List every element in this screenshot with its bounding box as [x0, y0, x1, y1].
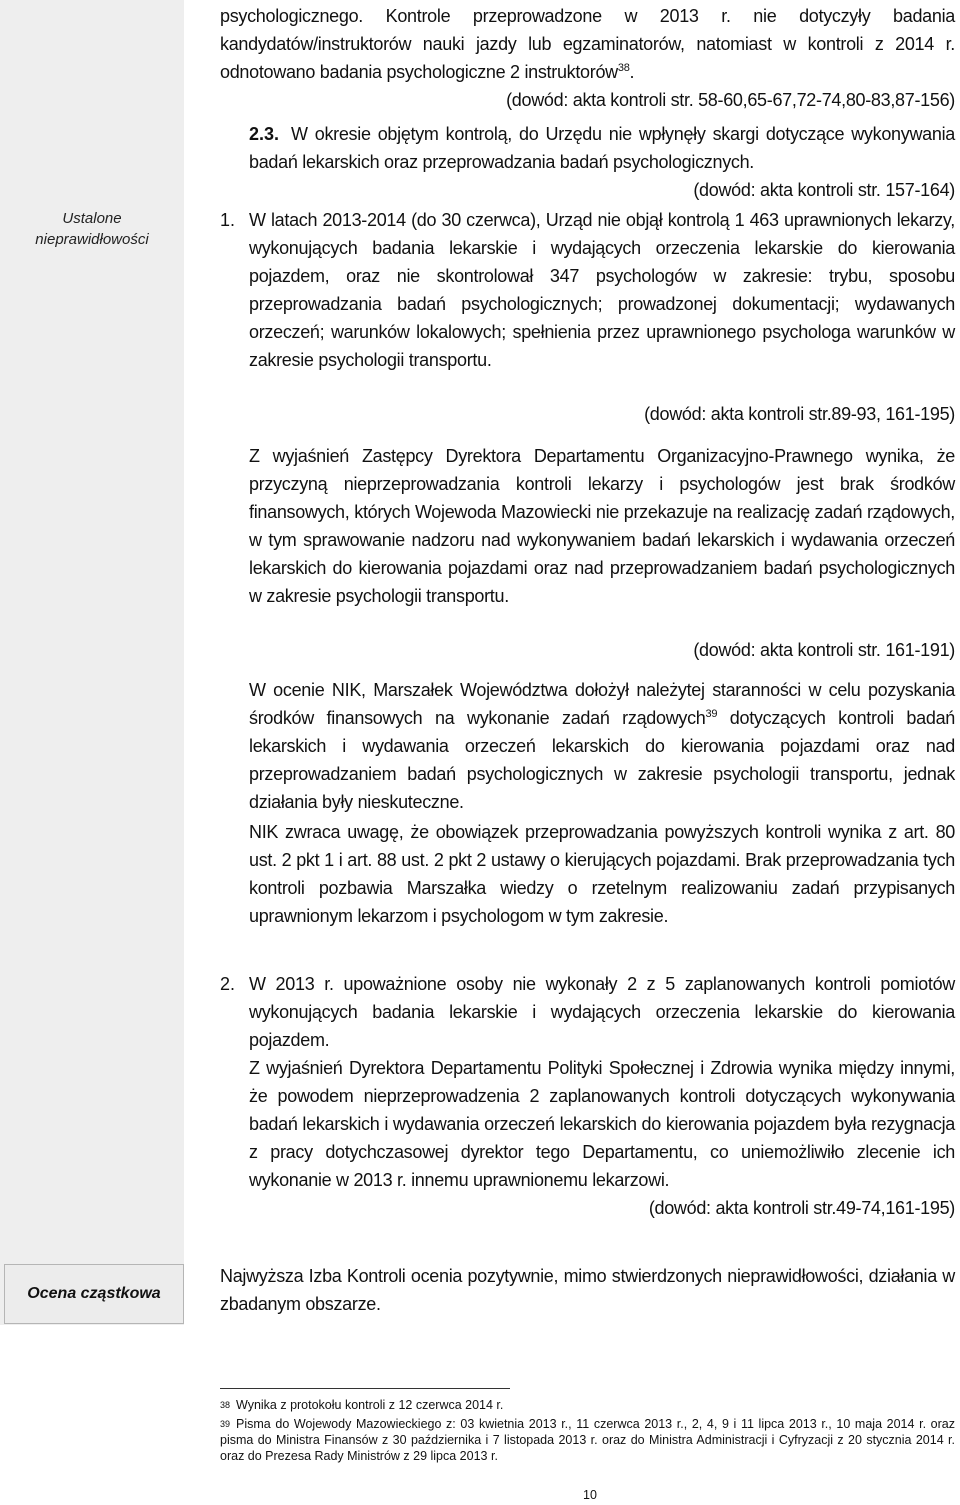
- section-2-3-text: W okresie objętym kontrolą, do Urzędu nie wpłynęły skargi dotyczące wykonywania badań lekarskich oraz przeprowadzania badań psychologicznych.: [249, 124, 955, 172]
- footnote-text: Wynika z protokołu kontroli z 12 czerwca 2014 r.: [236, 1398, 504, 1412]
- footnote-number: 39: [220, 1419, 231, 1429]
- paragraph-top-end: .: [629, 62, 635, 82]
- paragraph-top: [220, 2, 955, 86]
- partial-assessment-text: Najwyższa Izba Kontroli ocenia pozytywnie, mimo stwierdzonych nieprawidłowości, działania w zbadanym obszarze.: [220, 1266, 955, 1314]
- evidence-ref-4: (dowód: akta kontroli str. 161-191): [693, 640, 955, 660]
- findings-label-line1: Ustalone: [62, 210, 122, 227]
- nik-assessment-paragraph: [249, 676, 955, 816]
- item-2-number: 2.: [220, 974, 236, 994]
- item-1-number: 1.: [220, 210, 236, 230]
- nik-assessment-text-end: dotyczących kontroli badań lekarskich i wydawania orzeczeń lekarskich do kierowania pojazdami oraz nad przeprowadzaniem badań psychologicznych w zakresie psychologii transportu, jednak działania były nieskuteczne.: [249, 708, 955, 812]
- footnote-separator: [220, 1388, 510, 1389]
- footnote-ref-39: 39: [705, 708, 718, 720]
- explanation-paragraph-1: Z wyjaśnień Zastępcy Dyrektora Departamentu Organizacyjno-Prawnego wynika, że przyczyną nieprzeprowadzania kontroli lekarzy i psychologów jest brak środków finansowych, których Wojewoda Mazowiecki nie przekazuje na realizację zadań rządowych, w tym sprawowanie nadzoru nad wykonywaniem badań lekarskich i wydawania orzeczeń lekarskich do kierowania pojazdami oraz nad przeprowadzaniem badań psychologicznych w zakresie psychologii transportu.: [249, 446, 955, 606]
- item-1-text: W latach 2013-2014 (do 30 czerwca), Urząd nie objął kontrolą 1 463 uprawnionych lekarzy, wykonujących badania lekarskie i wydających orzeczenia lekarskie do kierowania pojazdem, oraz nie skontrolował 347 psychologów w zakresie: trybu, sposobu przeprowadzania badań psychologicznych; prowadzonej dokumentacji; wydawanych orzeczeń; warunków lokalowych; spełnienia przez uprawnionego psychologa warunków w zakresie psychologii transportu.: [249, 210, 955, 370]
- footnote-text: Pisma do Wojewody Mazowieckiego z: 03 kwietnia 2013 r., 11 czerwca 2013 r., 2, 4, 9 i 11 lipca 2013 r., 10 maja 2014 r. oraz pisma do Ministra Finansów z 30 października i 7 listopada 2013 r. oraz do Ministra Administracji i Cyfryzacji z 20 stycznia 2014 r. oraz do Prezesa Rady Ministrów z 29 lipca 2013 r.: [220, 1417, 955, 1463]
- evidence-ref-1: (dowód: akta kontroli str. 58-60,65-67,72-74,80-83,87-156): [506, 90, 955, 110]
- sidebar-margin: [0, 0, 184, 1325]
- footnote-number: 38: [220, 1400, 231, 1410]
- page-number-text: 10: [583, 1488, 597, 1502]
- footnote-39: [220, 1416, 955, 1464]
- footnote-ref-38: 38: [617, 62, 630, 74]
- paragraph-top-text: psychologicznego. Kontrole przeprowadzone w 2013 r. nie dotyczyły badania kandydatów/instruktorów nauki jazdy lub egzaminatorów, natomiast w kontroli z 2014 r. odnotowano badania psychologiczne 2 instruktorów: [220, 6, 955, 82]
- item-2-text: W 2013 r. upoważnione osoby nie wykonały 2 z 5 zaplanowanych kontroli pomiotów wykonujących badania lekarskie i wydających orzeczenia lekarskie do kierowania pojazdem.: [249, 974, 955, 1050]
- explanation-paragraph-2: Z wyjaśnień Dyrektora Departamentu Polityki Społecznej i Zdrowia wynika między innymi, że powodem nieprzeprowadzenia 2 zaplanowanych kontroli dotyczących wykonywania badań lekarskich i wydawania orzeczeń lekarskich do kierowania pojazdem była rezygnacja z pracy dotychczasowej dyrektor tego Departamentu, co uniemożliwiło zlecenie ich wykonanie w 2013 r. innemu uprawnionemu lekarzowi.: [249, 1058, 955, 1190]
- nik-assessment-text: W ocenie NIK, Marszałek Województwa dołożył należytej staranności w celu pozyskania środków finansowych na wykonanie zadań rządowych: [249, 680, 955, 728]
- findings-label-line2: nieprawidłowości: [35, 231, 149, 248]
- evidence-ref-5: (dowód: akta kontroli str.49-74,161-195): [648, 1198, 955, 1218]
- footnote-38: [220, 1397, 955, 1413]
- evidence-ref-2: (dowód: akta kontroli str. 157-164): [693, 180, 955, 200]
- assessment-label-box: [4, 1264, 184, 1324]
- evidence-ref-3: (dowód: akta kontroli str.89-93, 161-195): [644, 404, 955, 424]
- nik-note-paragraph: NIK zwraca uwagę, że obowiązek przeprowadzania powyższych kontroli wynika z art. 80 ust. 2 pkt 1 i art. 88 ust. 2 pkt 2 ustawy o kierujących pojazdami. Brak przeprowadzania tych kontroli pozbawia Marszałka wiedzy o rzetelnym realizowaniu zadań przypisanych uprawnionym lekarzom i psychologom w tym zakresie.: [249, 822, 955, 926]
- findings-label: [0, 208, 184, 250]
- section-2-3-number: 2.3.: [249, 124, 280, 144]
- page-number: [0, 1488, 960, 1502]
- assessment-label: Ocena cząstkowa: [27, 1285, 161, 1302]
